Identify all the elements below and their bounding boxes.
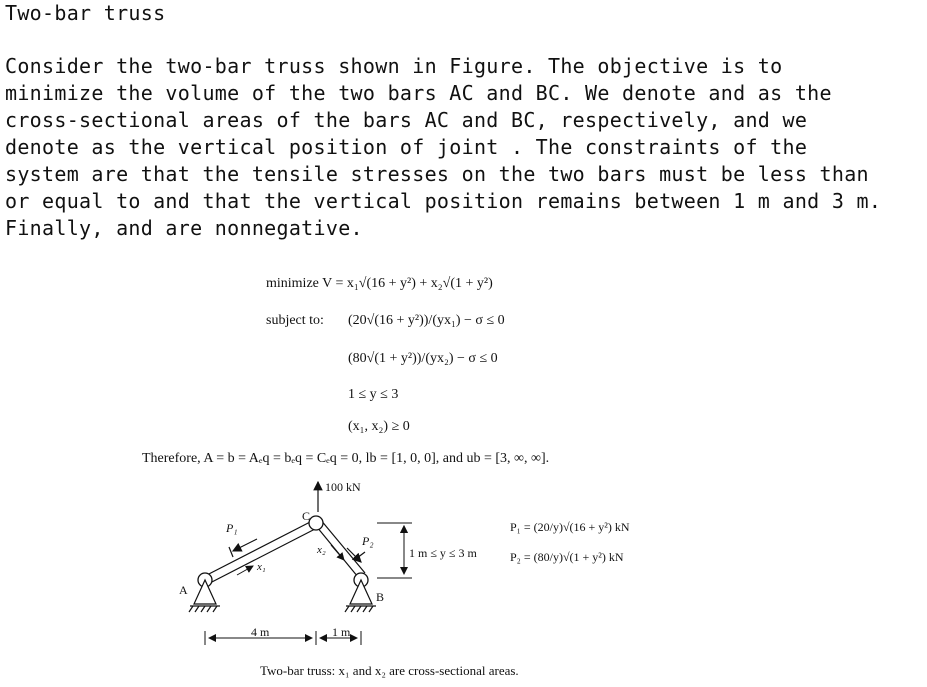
joint-c-pin [309,516,323,530]
subject-to-label: subject to: [266,313,324,328]
constraint-4: (x₁, x₂) ≥ 0 [348,419,410,434]
paragraph-line: cross-sectional areas of the bars AC and BC, respectively, and we [5,108,808,132]
bar-ac [203,520,317,584]
paragraph-line: minimize the volume of the two bars AC and BC. We denote and as the [5,81,832,105]
force-p2-label: P₂ [362,534,374,548]
area-x2-label: x₂ [317,544,326,556]
area-x1-label: x₁ [257,561,266,573]
dim-left-label: 4 m [251,625,270,639]
p1-formula: P₁ = (20/y)√(16 + y²) kN [510,520,630,534]
p2-formula: P₂ = (80/y)√(1 + y²) kN [510,550,624,564]
force-p1-label: P₁ [226,521,238,535]
paragraph-line: Finally, and are nonnegative. [5,216,363,240]
paragraph-line: denote as the vertical position of joint . The constraints of the [5,135,808,159]
figure-caption: Two-bar truss: x₁ and x₂ are cross-sectional areas. [260,663,519,678]
load-label: 100 kN [325,480,361,494]
height-range-label: 1 m ≤ y ≤ 3 m [409,546,477,560]
paragraph-line: or equal to and that the vertical position remains between 1 m and 3 m. [5,189,882,213]
dim-right-label: 1 m [332,625,351,639]
height-dimension [377,523,412,578]
paragraph-line: Consider the two-bar truss shown in Figure. The objective is to [5,54,783,78]
force-p1-arrow [229,539,257,557]
constraint-2: (80√(1 + y²))/(yx₂) − σ ≤ 0 [348,351,498,366]
joint-a-label: A [179,583,188,597]
joint-c-label: C [302,509,311,523]
constraint-1: (20√(16 + y²))/(yx₁) − σ ≤ 0 [348,313,505,328]
objective-label: minimize [266,276,319,291]
paragraph-line: system are that the tensile stresses on the two bars must be less than [5,162,869,186]
support-b [345,580,376,612]
therefore-line: Therefore, A = b = Aₑq = bₑq = Cₑq = 0, lb = [1, 0, 0], and ub = [3, ∞, ∞]. [142,451,550,466]
objective-expression: V = x₁√(16 + y²) + x₂√(1 + y²) [322,276,493,291]
constraint-3: 1 ≤ y ≤ 3 [348,387,399,402]
support-a [189,580,220,612]
area-x2-arrow [331,545,344,560]
joint-b-label: B [376,590,385,604]
page-title: Two-bar truss [5,1,166,25]
